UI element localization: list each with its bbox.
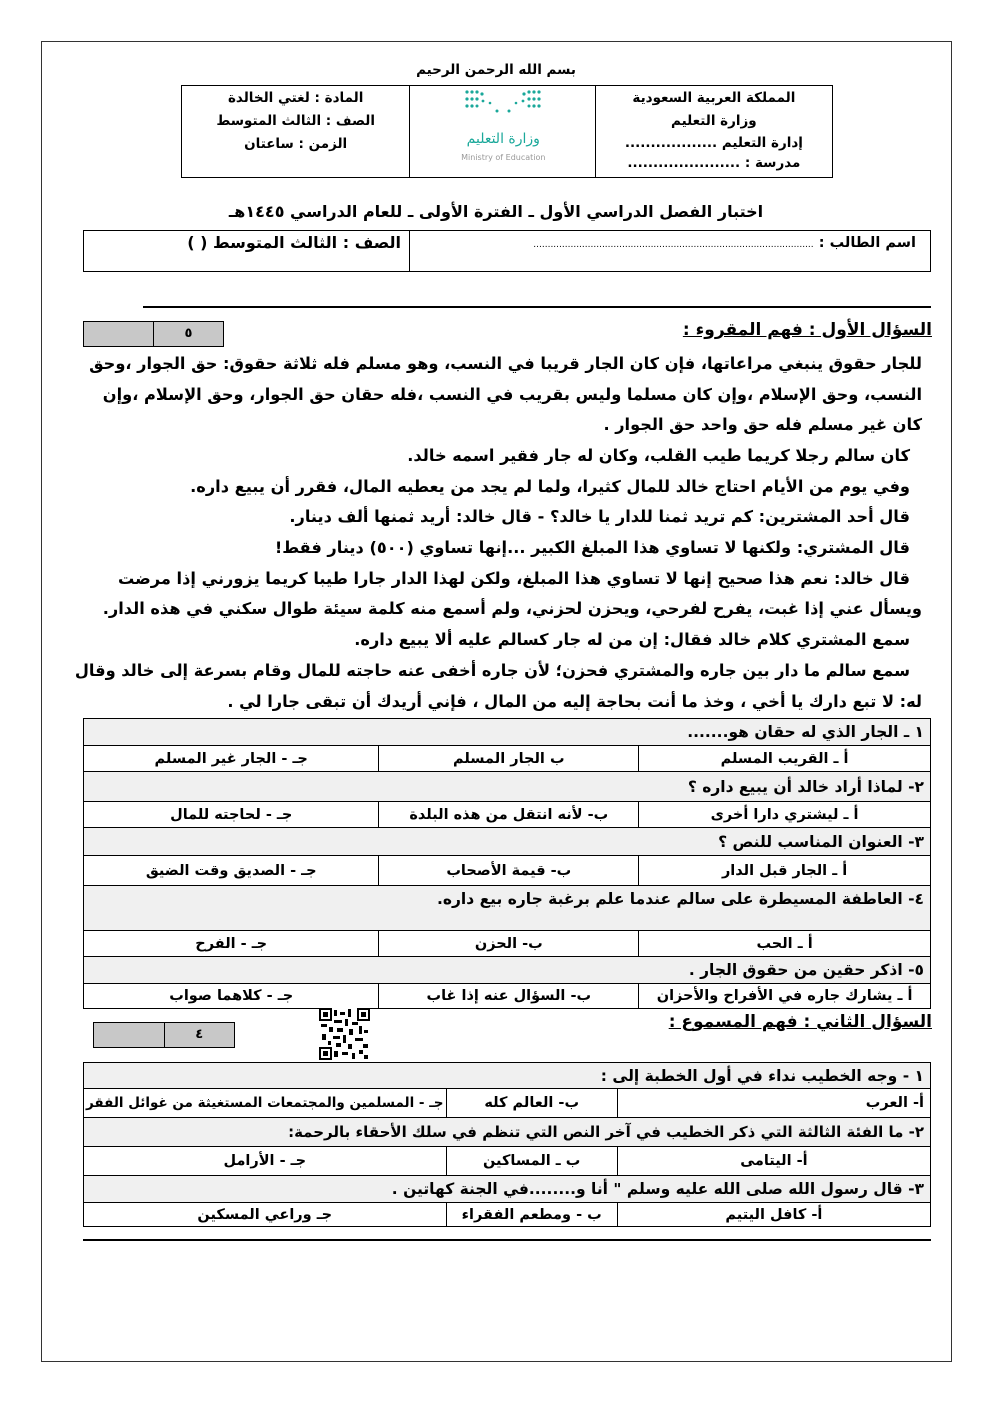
passage-line: سمع سالم ما دار بين جاره والمشتري فحزن؛ لأن جاره أخفى عنه حاجته للمال وقام بسرعة إلى خالد وقال bbox=[74, 661, 910, 680]
option-c[interactable]: جـ - الجار غير المسلم bbox=[84, 746, 379, 772]
directorate: إدارة التعليم .................. bbox=[624, 135, 803, 151]
ministry-logo bbox=[409, 86, 594, 177]
logo-text-ar: وزارة التعليم bbox=[466, 131, 540, 147]
student-name-field[interactable] bbox=[409, 231, 930, 271]
logo-dots-icon bbox=[463, 89, 543, 119]
question-text: ٢- لماذا أراد خالد أن يبيع داره ؟ bbox=[84, 772, 931, 802]
option-a[interactable]: أ ـ الحب bbox=[639, 931, 931, 957]
option-c[interactable]: جـ وراعي المسكين bbox=[84, 1203, 447, 1227]
section-2-questions bbox=[83, 1062, 931, 1227]
passage-line: ويسأل عني إذا غبت، يفرح لفرحي، ويحزن لحزني، ولم أسمع منه كلمة سيئة طوال سكني في هذه الدار. bbox=[102, 599, 922, 618]
option-a[interactable]: أ- اليتامى bbox=[617, 1147, 930, 1176]
divider bbox=[143, 306, 931, 308]
question-text: ١ - وجه الخطيب نداء في أول الخطبة إلى : bbox=[84, 1063, 931, 1089]
student-class: الصف : الثالث المتوسط ( ) bbox=[187, 233, 401, 252]
option-b[interactable]: ب- لأنه انتقل من هذه البلدة bbox=[379, 802, 639, 828]
question-text: ١ ـ الجار الذي له حقان هو....... bbox=[84, 719, 931, 746]
section-1-score-box bbox=[83, 321, 224, 347]
section-2-title: السؤال الثاني : فهم المسموع : bbox=[668, 1012, 932, 1032]
option-a[interactable]: أ ـ القريب المسلم bbox=[639, 746, 931, 772]
option-c[interactable]: جـ - الفرح bbox=[84, 931, 379, 957]
option-a[interactable]: أ- كافل اليتيم bbox=[617, 1203, 930, 1227]
question-text: ٣- قال رسول الله صلى الله عليه وسلم " أنا و........في الجنة كهاتين . bbox=[84, 1176, 931, 1203]
student-name-label: اسم الطالب : bbox=[818, 235, 916, 251]
bottom-divider bbox=[83, 1239, 931, 1241]
passage-line: قال أحد المشترين: كم تريد ثمنا للدار يا خالد؟ - قال خالد: أريد ثمنها ألف دينار. bbox=[289, 507, 910, 526]
option-c[interactable]: جـ - الأرامل bbox=[84, 1147, 447, 1176]
passage-line: قال خالد: نعم هذا صحيح إنها لا تساوي هذا المبلغ، ولكن لهذا الدار جارا طيبا كريما يزورني إذا مرضت bbox=[118, 569, 910, 588]
option-c[interactable]: جـ - كلاهما صواب bbox=[84, 984, 379, 1009]
question-text: ٢- ما الفئة الثالثة التي ذكر الخطيب في آخر النص التي تنظم في سلك الأحقاء بالرحمة: bbox=[84, 1118, 931, 1147]
option-a[interactable]: أ- العرب bbox=[617, 1089, 930, 1118]
section-2-score-box bbox=[93, 1022, 235, 1048]
passage-line: سمع المشتري كلام خالد فقال: إن من له جار كسالم عليه ألا يبيع داره. bbox=[354, 630, 910, 649]
section-1-questions bbox=[83, 718, 931, 1009]
option-a[interactable]: أ ـ الجار قبل الدار bbox=[639, 856, 931, 886]
header-institution bbox=[595, 86, 832, 177]
country: المملكة العربية السعودية bbox=[632, 90, 796, 106]
option-b[interactable]: ب- السؤال عنه إذا غاب bbox=[379, 984, 639, 1009]
question-text: ٣- العنوان المناسب للنص ؟ bbox=[84, 828, 931, 856]
option-b[interactable]: ب - ومطعم الفقراء bbox=[446, 1203, 617, 1227]
option-b[interactable]: ب- قيمة الأصحاب bbox=[379, 856, 639, 886]
basmala: بسم الله الرحمن الرحيم bbox=[416, 62, 576, 78]
score-total: ٥ bbox=[184, 326, 193, 341]
option-b[interactable]: ب- العالم كله bbox=[446, 1089, 617, 1118]
passage-line: وفي يوم من الأيام احتاج خالد للمال كثيرا، ولما لم يجد من يعطيه المال، فقرر أن يبيع داره. bbox=[190, 477, 910, 496]
student-name-dots: .................................................................................................. bbox=[533, 240, 814, 250]
passage-line: قال المشتري: ولكنها لا تساوي هذا المبلغ الكبير ...إنها تساوي (٥٠٠) دينار فقط! bbox=[274, 538, 910, 557]
exam-title: اختبار الفصل الدراسي الأول ـ الفترة الأولى ـ للعام الدراسي ١٤٤٥هـ bbox=[228, 202, 764, 221]
passage-line: كان سالم رجلا كريما طيب القلب، وكان له جار فقير اسمه خالد. bbox=[407, 446, 910, 465]
passage-line: النسب، وحق الإسلام ،وإن كان مسلما وليس بقريب في النسب ،فله حقان حق الجوار، وحق الإسلام ،وإن bbox=[102, 385, 922, 404]
option-c[interactable]: جـ - لحاجته للمال bbox=[84, 802, 379, 828]
option-c[interactable]: جـ - المسلمين والمجتمعات المستغيثة من غوائل الفقر bbox=[84, 1089, 447, 1118]
grade: الصف : الثالث المتوسط bbox=[216, 113, 375, 129]
ministry: وزارة التعليم bbox=[671, 113, 757, 129]
option-b[interactable]: ب الجار المسلم bbox=[379, 746, 639, 772]
option-a[interactable]: أ ـ ليشتري دارا أخرى bbox=[639, 802, 931, 828]
student-info-row bbox=[83, 230, 931, 272]
question-text: ٤- العاطفة المسيطرة على سالم عندما علم برغبة جاره بيع داره. bbox=[84, 886, 931, 931]
option-c[interactable]: جـ - الصديق وقت الضيق bbox=[84, 856, 379, 886]
option-a[interactable]: أ ـ يشارك جاره في الأفراح والأحزان bbox=[639, 984, 931, 1009]
passage-line: له: لا تبع دارك يا أخي ، وخذ ما أنت بحاجة إليه من المال ، فإني أريدك أن تبقى جارا لي . bbox=[227, 692, 922, 711]
score-total: ٤ bbox=[195, 1027, 204, 1042]
option-b[interactable]: ب ـ المساكين bbox=[446, 1147, 617, 1176]
score-earned bbox=[84, 322, 154, 346]
question-text: ٥- اذكر حقين من حقوق الجار . bbox=[84, 957, 931, 984]
passage-line: كان غير مسلم فله حق واحد حق الجوار . bbox=[603, 415, 922, 434]
duration: الزمن : ساعتان bbox=[244, 136, 348, 152]
logo-text-en: Ministry of Education bbox=[461, 153, 546, 162]
option-b[interactable]: ب- الحزن bbox=[379, 931, 639, 957]
header-subject bbox=[182, 86, 409, 177]
qr-code-icon[interactable] bbox=[319, 1008, 370, 1060]
passage-line: للجار حقوق ينبغي مراعاتها، فإن كان الجار قريبا في النسب، وهو مسلم فله ثلاثة حقوق: حق الجوار ،وحق bbox=[89, 354, 922, 373]
school: مدرسة : ...................... bbox=[627, 155, 801, 171]
score-earned bbox=[94, 1023, 165, 1047]
section-1-title: السؤال الأول : فهم المقروء : bbox=[682, 320, 932, 340]
subject: المادة : لغتي الخالدة bbox=[227, 90, 364, 106]
header-table bbox=[181, 85, 833, 178]
